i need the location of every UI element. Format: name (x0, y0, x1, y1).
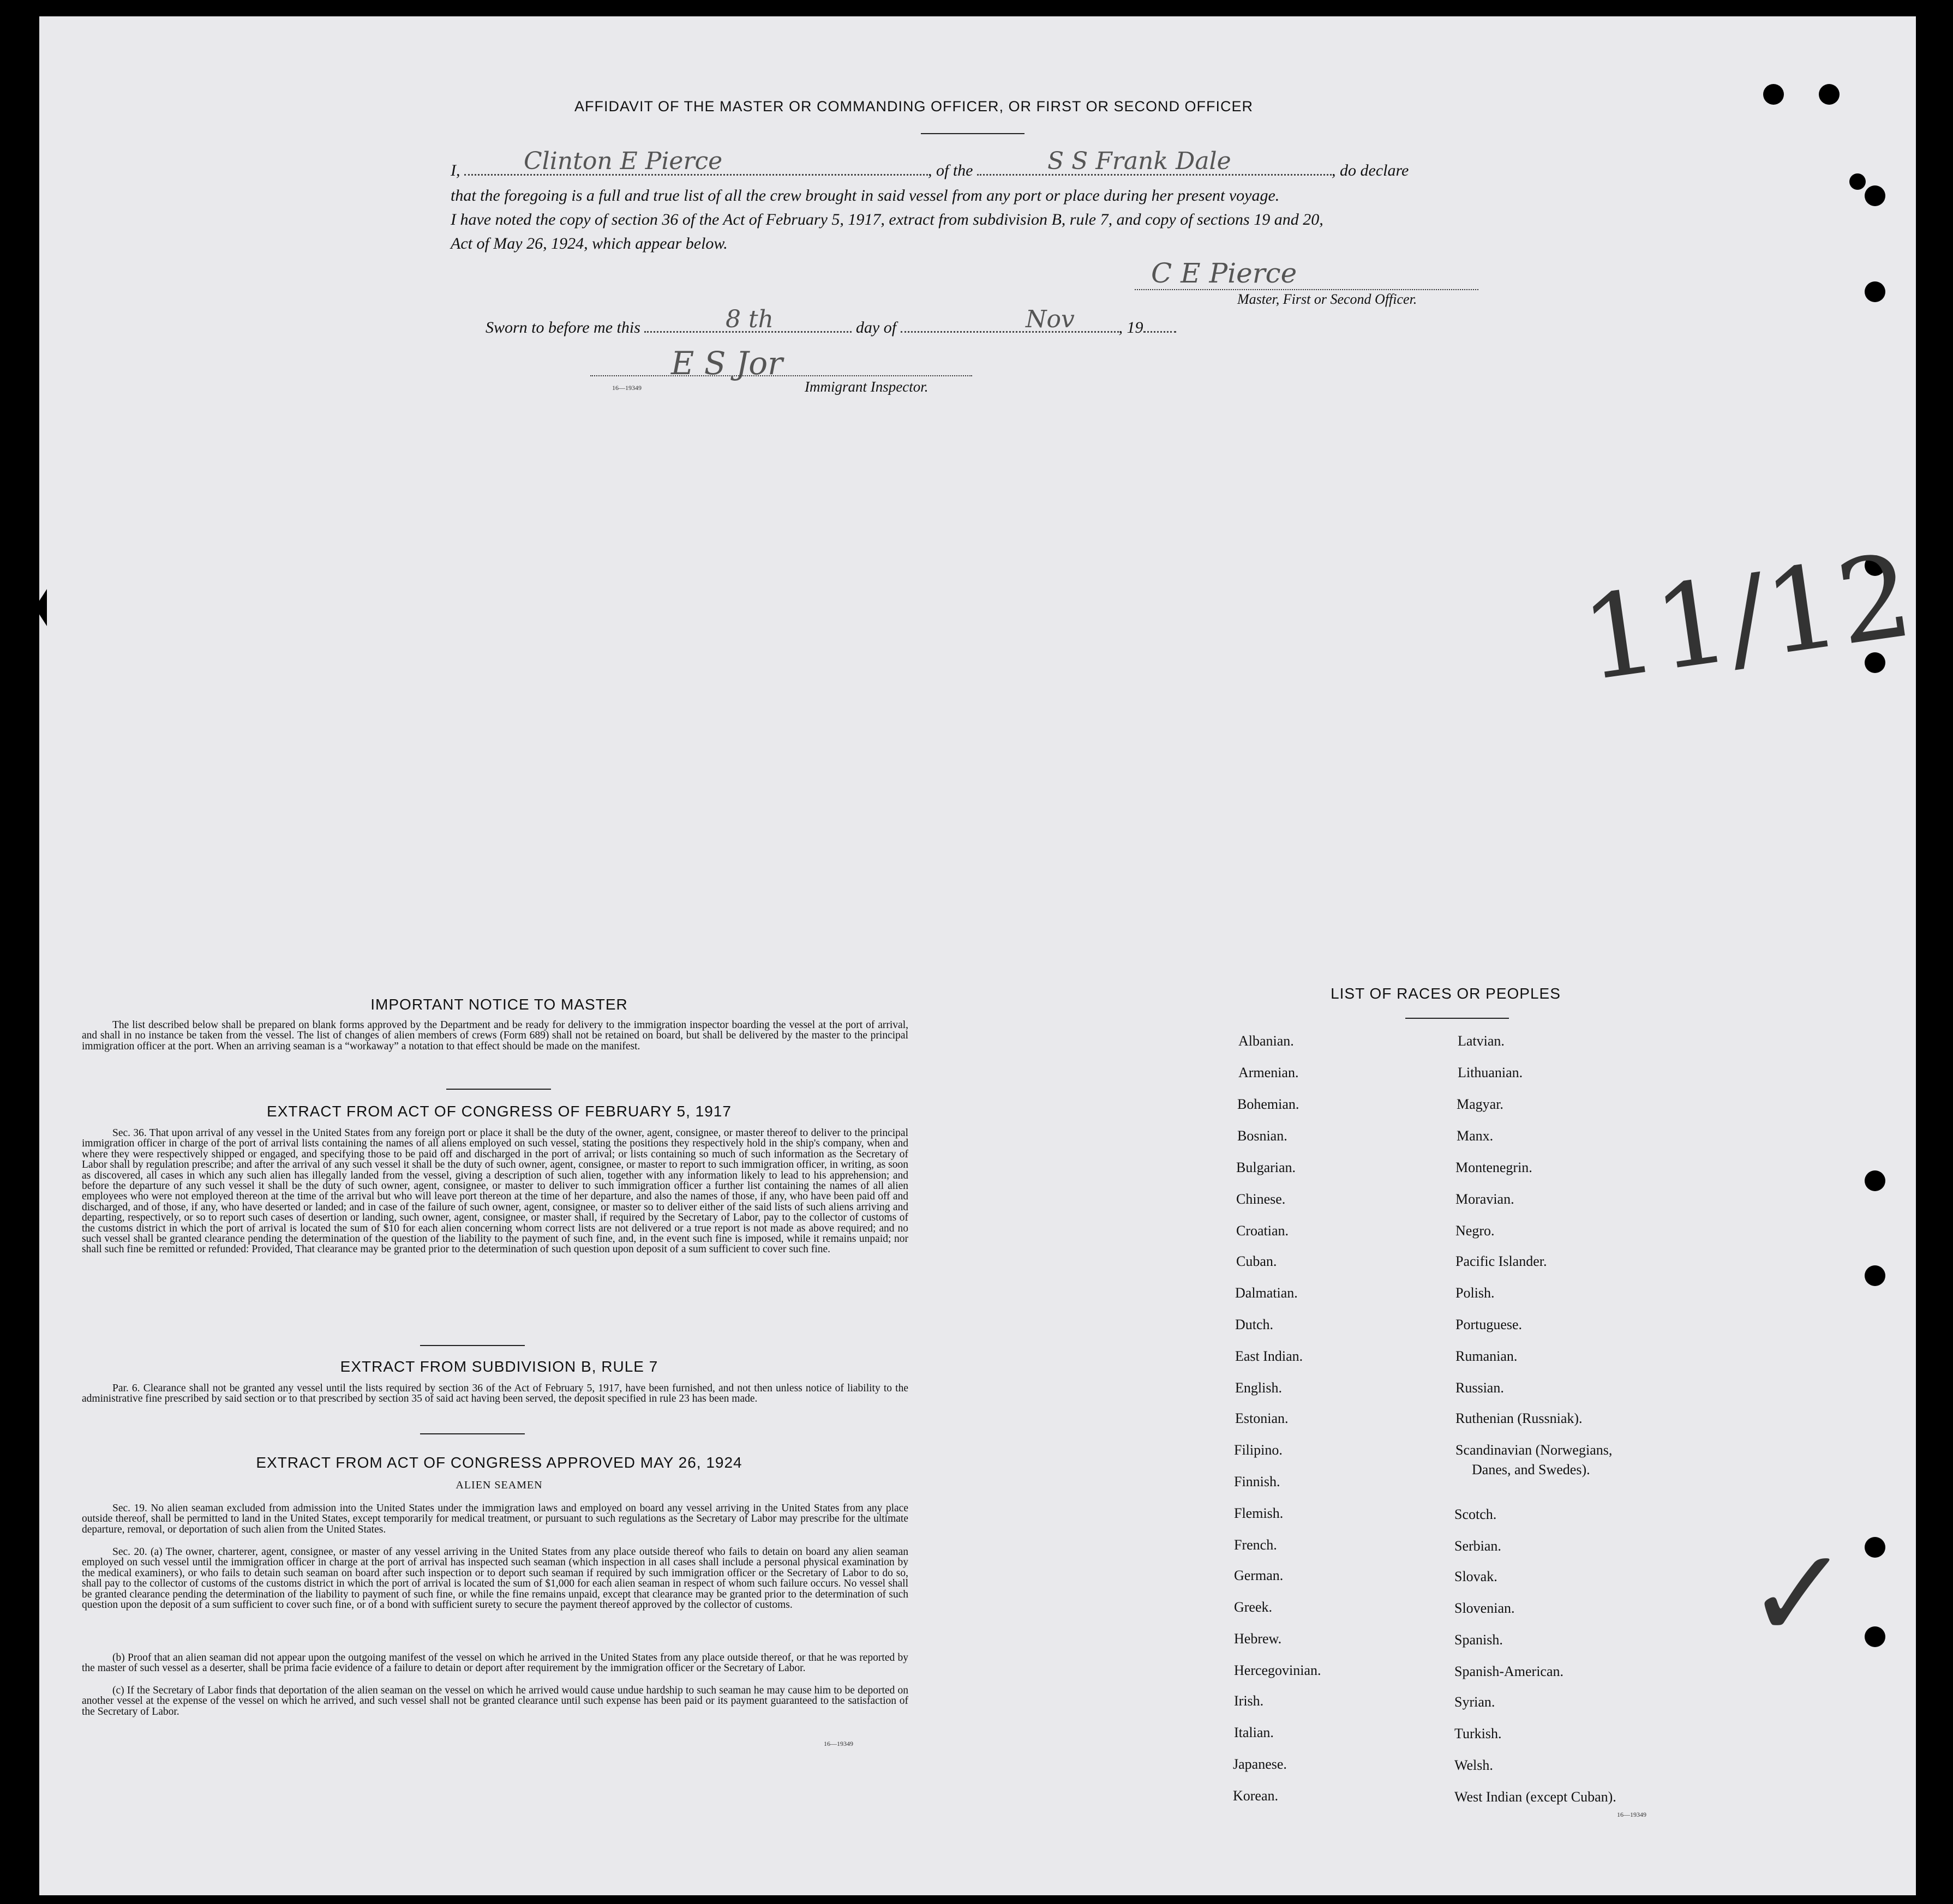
race-item: French. (1234, 1537, 1277, 1553)
race-item: Magyar. (1457, 1096, 1503, 1112)
races-divider (1405, 1018, 1509, 1019)
race-item: Cuban. (1236, 1253, 1277, 1269)
subdivision-b-text: Par. 6. Clearance shall not be granted any vessel until the lists required by section 36 of the Act of February 5, 1917, have been furnished, and not then unless notice of liability to the administrative fine prescribed by said section or to that prescribed by section 35 of said act having been served, the deposit specified in rule 23 has been made. (82, 1383, 908, 1405)
race-item: Bosnian. (1237, 1128, 1287, 1144)
punch-hole (1819, 84, 1840, 105)
race-item: Latvian. (1458, 1033, 1505, 1049)
extract-1917-title: EXTRACT FROM ACT OF CONGRESS OF FEBRUARY 5, 1917 (267, 1103, 732, 1120)
section-divider (420, 1433, 525, 1434)
race-item: Danes, and Swedes). (1472, 1462, 1590, 1477)
race-item: Croatian. (1236, 1223, 1289, 1239)
races-form-number: 16—19349 (1617, 1811, 1646, 1818)
punch-hole (1865, 1537, 1885, 1558)
notice-text: The list described below shall be prepared on blank forms approved by the Department and be ready for delivery to the immigration inspector boarding the vessel at the port of arrival, and shall in no instance be taken from the vessel. The list of changes of alien members of crews (Form 689) shall not be retained on board, but shall be delivered by the master to the principal immigration officer at the port. When an arriving seaman is a “workaway” a notation to that effect should be made on the manifest. (82, 1019, 908, 1052)
vessel-prefix: , of the (928, 161, 973, 179)
race-item: Bohemian. (1237, 1096, 1299, 1112)
vessel-name-handwritten: S S Frank Dale (1047, 147, 1231, 175)
inspector-signature-line (590, 375, 972, 376)
inspector-caption: Immigrant Inspector. (805, 379, 928, 395)
master-signature: C E Pierce (1151, 257, 1297, 289)
notice-title: IMPORTANT NOTICE TO MASTER (370, 996, 628, 1013)
day-of-label: day of (855, 319, 897, 337)
sworn-day-handwritten: 8 th (726, 305, 774, 333)
race-item: Ruthenian (Russniak). (1455, 1410, 1583, 1426)
race-item: Polish. (1455, 1285, 1495, 1301)
affidavit-title: AFFIDAVIT OF THE MASTER OR COMMANDING OFFICER, OR FIRST OR SECOND OFFICER (574, 98, 1254, 115)
declare-suffix: , do declare (1332, 161, 1409, 179)
race-item: Portuguese. (1455, 1317, 1523, 1332)
edge-tab (35, 589, 47, 626)
affidavit-line-3: I have noted the copy of section 36 of the Act of February 5, 1917, extract from subdivision B, rule 7, and copy of sections 19 and 20, (451, 211, 1323, 229)
master-caption: Master, First or Second Officer. (1237, 291, 1417, 307)
alien-seamen-subtitle: ALIEN SEAMEN (456, 1479, 543, 1491)
check-mark-handwritten: ✓ (1746, 1522, 1851, 1667)
margin-mark-handwritten: 11/12 (1574, 528, 1920, 707)
section-divider (420, 1345, 525, 1346)
race-item: Chinese. (1236, 1191, 1286, 1207)
races-title: LIST OF RACES OR PEOPLES (1331, 985, 1561, 1002)
race-item: Scandinavian (Norwegians, (1455, 1442, 1613, 1458)
race-item: Serbian. (1454, 1538, 1501, 1554)
master-name-handwritten: Clinton E Pierce (524, 147, 723, 175)
sworn-month-handwritten: Nov (1026, 305, 1075, 333)
section-20a-text: Sec. 20. (a) The owner, charterer, agent, consignee, or master of any vessel arriving in the United States from any place outside thereof who fails to detain on board any alien seaman employed on such vessel until the immigration officer in charge at the port of arrival has inspected such seaman (which inspection in all cases shall include a personal physical examination by the medical examiners), or who fails to detain such seaman on board after such inspection or to deport such seaman if required by such immigration officer or the Secretary of Labor to do so, shall pay to the collector of customs of the customs district in which the port of arrival is located the sum of $1,000 for each alien seaman in respect of whom such failure occurs. No vessel shall be granted clearance pending the determination of the liability to payment of such fine, or while the fine remains unpaid, except that clearance may be granted prior to the determination of such question upon the deposit of a sum sufficient to cover such fine, or of a bond with sufficient surety to secure the payment thereof approved by the collector of customs. (82, 1546, 908, 1611)
master-signature-line (1135, 289, 1478, 290)
punch-hole (1865, 1265, 1885, 1286)
section-19-text: Sec. 19. No alien seaman excluded from admission into the United States under the immigration laws and employed on board any vessel arriving in the United States from any place outside thereof, shall be permitted to land in the United States, except temporarily for medical treatment, or pursuant to such regulations as the Secretary of Labor may prescribe for the ultimate departure, removal, or deportation of such alien from the United States. (82, 1503, 908, 1535)
race-item: Albanian. (1238, 1033, 1294, 1049)
punch-hole (1763, 84, 1784, 105)
race-item: Hercegovinian. (1234, 1662, 1321, 1678)
section-divider (446, 1089, 551, 1090)
race-item: Irish. (1234, 1693, 1264, 1709)
punch-hole (1865, 1170, 1885, 1191)
race-item: West Indian (except Cuban). (1454, 1789, 1616, 1805)
race-item: Scotch. (1454, 1506, 1497, 1522)
race-item: Filipino. (1234, 1442, 1283, 1458)
punch-hole (1865, 185, 1885, 206)
race-item: Turkish. (1454, 1726, 1502, 1741)
notice-form-number: 16—19349 (824, 1740, 853, 1747)
inspector-signature: E S Jor (671, 345, 783, 382)
race-item: Lithuanian. (1458, 1065, 1523, 1080)
affidavit-line-2: that the foregoing is a full and true list of all the crew brought in said vessel from any port or place during her present voyage. (451, 187, 1280, 205)
race-item: Korean. (1233, 1788, 1279, 1804)
race-item: Italian. (1234, 1725, 1274, 1740)
race-item: German. (1234, 1567, 1284, 1583)
extract-1924-title: EXTRACT FROM ACT OF CONGRESS APPROVED MAY 26, 1924 (256, 1454, 742, 1471)
punch-hole (1849, 173, 1866, 190)
subdivision-b-title: EXTRACT FROM SUBDIVISION B, RULE 7 (340, 1358, 658, 1375)
race-item: Flemish. (1234, 1505, 1284, 1521)
affidavit-line-4: Act of May 26, 1924, which appear below. (451, 235, 728, 253)
race-item: Hebrew. (1234, 1631, 1282, 1647)
race-item: Japanese. (1233, 1756, 1287, 1772)
race-item: Welsh. (1454, 1757, 1493, 1773)
race-item: Russian. (1455, 1380, 1504, 1396)
race-item: Slovenian. (1454, 1600, 1515, 1616)
race-item: Syrian. (1454, 1694, 1495, 1710)
race-item: Rumanian. (1455, 1348, 1518, 1364)
sworn-prefix: Sworn to before me this (486, 319, 640, 337)
title-divider (921, 133, 1025, 134)
race-item: Spanish-American. (1454, 1663, 1564, 1679)
race-item: Finnish. (1234, 1474, 1280, 1489)
race-item: Estonian. (1235, 1410, 1289, 1426)
race-item: Dutch. (1235, 1317, 1274, 1332)
race-item: Montenegrin. (1455, 1160, 1532, 1175)
race-item: Spanish. (1454, 1632, 1503, 1648)
extract-1917-text: Sec. 36. That upon arrival of any vessel in the United States from any foreign port or place it shall be the duty of the owner, agent, consignee, or master thereof to deliver to the principal immigration officer in charge of the port of arrival lists containing the names of all aliens employed on such vessel, stating the positions they respectively hold in the ship's company, when and where they were respectively shipped or engaged, and specifying those to be paid off and discharged in the port of arrival; or lists containing so much of such information as the Secretary of Labor shall by regulation prescribe; and after the arrival of any such vessel it shall be the duty of such owner, agent, consignee, or master to report to such immigration officer, in writing, as soon as discovered, all cases in which any such alien has illegally landed from the vessel, giving a description of such alien, together with any information likely to lead to his apprehension; and before the departure of any such vessel it shall be the duty of such owner, agent, consignee, or master to deliver to such immigration officer a further list containing the names of all alien employees who were not employed thereon at the time of the arrival but who will leave port thereon at the time of her departure, and also the names of those, if any, who have been paid off and discharged, and of those, if any, who have deserted or landed; and in case of the failure of such owner, agent, consignee, or master so to deliver either of the said lists of such aliens arriving and departing, respectively, or so to report such cases of desertion or landing, such owner, agent, consignee, or master shall, if required by the Secretary of Labor, pay to the collector of customs of the customs district in which the port of arrival is located the sum of $10 for each alien concerning whom correct lists are not delivered or a true report is not made as above required; and no such vessel shall be granted clearance pending the determination of the question of the liability to the payment of such fine, and, in the event such fine is imposed, while it remains unpaid; nor shall such fine be remitted or refunded: Provided, That clearance may be granted prior to the determination of such question upon deposit of a sum sufficient to cover such fine. (82, 1127, 908, 1256)
race-item: Pacific Islander. (1455, 1253, 1547, 1269)
race-item: East Indian. (1235, 1348, 1303, 1364)
punch-hole (1865, 281, 1885, 302)
section-20c-text: (c) If the Secretary of Labor finds that deportation of the alien seaman on the vessel on which he arrived would cause undue hardship to such seaman he may cause him to be deported on another vessel at the expense of the vessel on which he arrived, and such vessel shall not be granted clearance until such expense has been paid or its payment guaranteed to the satisfaction of the Secretary of Labor. (82, 1685, 908, 1717)
race-item: Manx. (1457, 1128, 1494, 1144)
race-item: Moravian. (1455, 1191, 1514, 1207)
punch-hole (1865, 1626, 1885, 1647)
section-20b-text: (b) Proof that an alien seaman did not appear upon the outgoing manifest of the vessel on which he arrived in the United States from any place outside thereof, or that he was reported by the master of such vessel as a deserter, shall be prima facie evidence of a failure to detain or deport after requirement by the immigration officer or the Secretary of Labor. (82, 1652, 908, 1674)
race-item: English. (1235, 1380, 1282, 1396)
declarant-prefix: I, (451, 161, 460, 179)
race-item: Negro. (1455, 1223, 1495, 1239)
year-prefix: , 19 (1118, 319, 1143, 337)
race-item: Slovak. (1454, 1569, 1497, 1584)
document-sheet (39, 16, 1916, 1895)
affidavit-form-number: 16—19349 (612, 384, 642, 392)
race-item: Bulgarian. (1236, 1160, 1296, 1175)
race-item: Dalmatian. (1235, 1285, 1298, 1301)
race-item: Armenian. (1238, 1065, 1299, 1080)
race-item: Greek. (1234, 1599, 1273, 1615)
